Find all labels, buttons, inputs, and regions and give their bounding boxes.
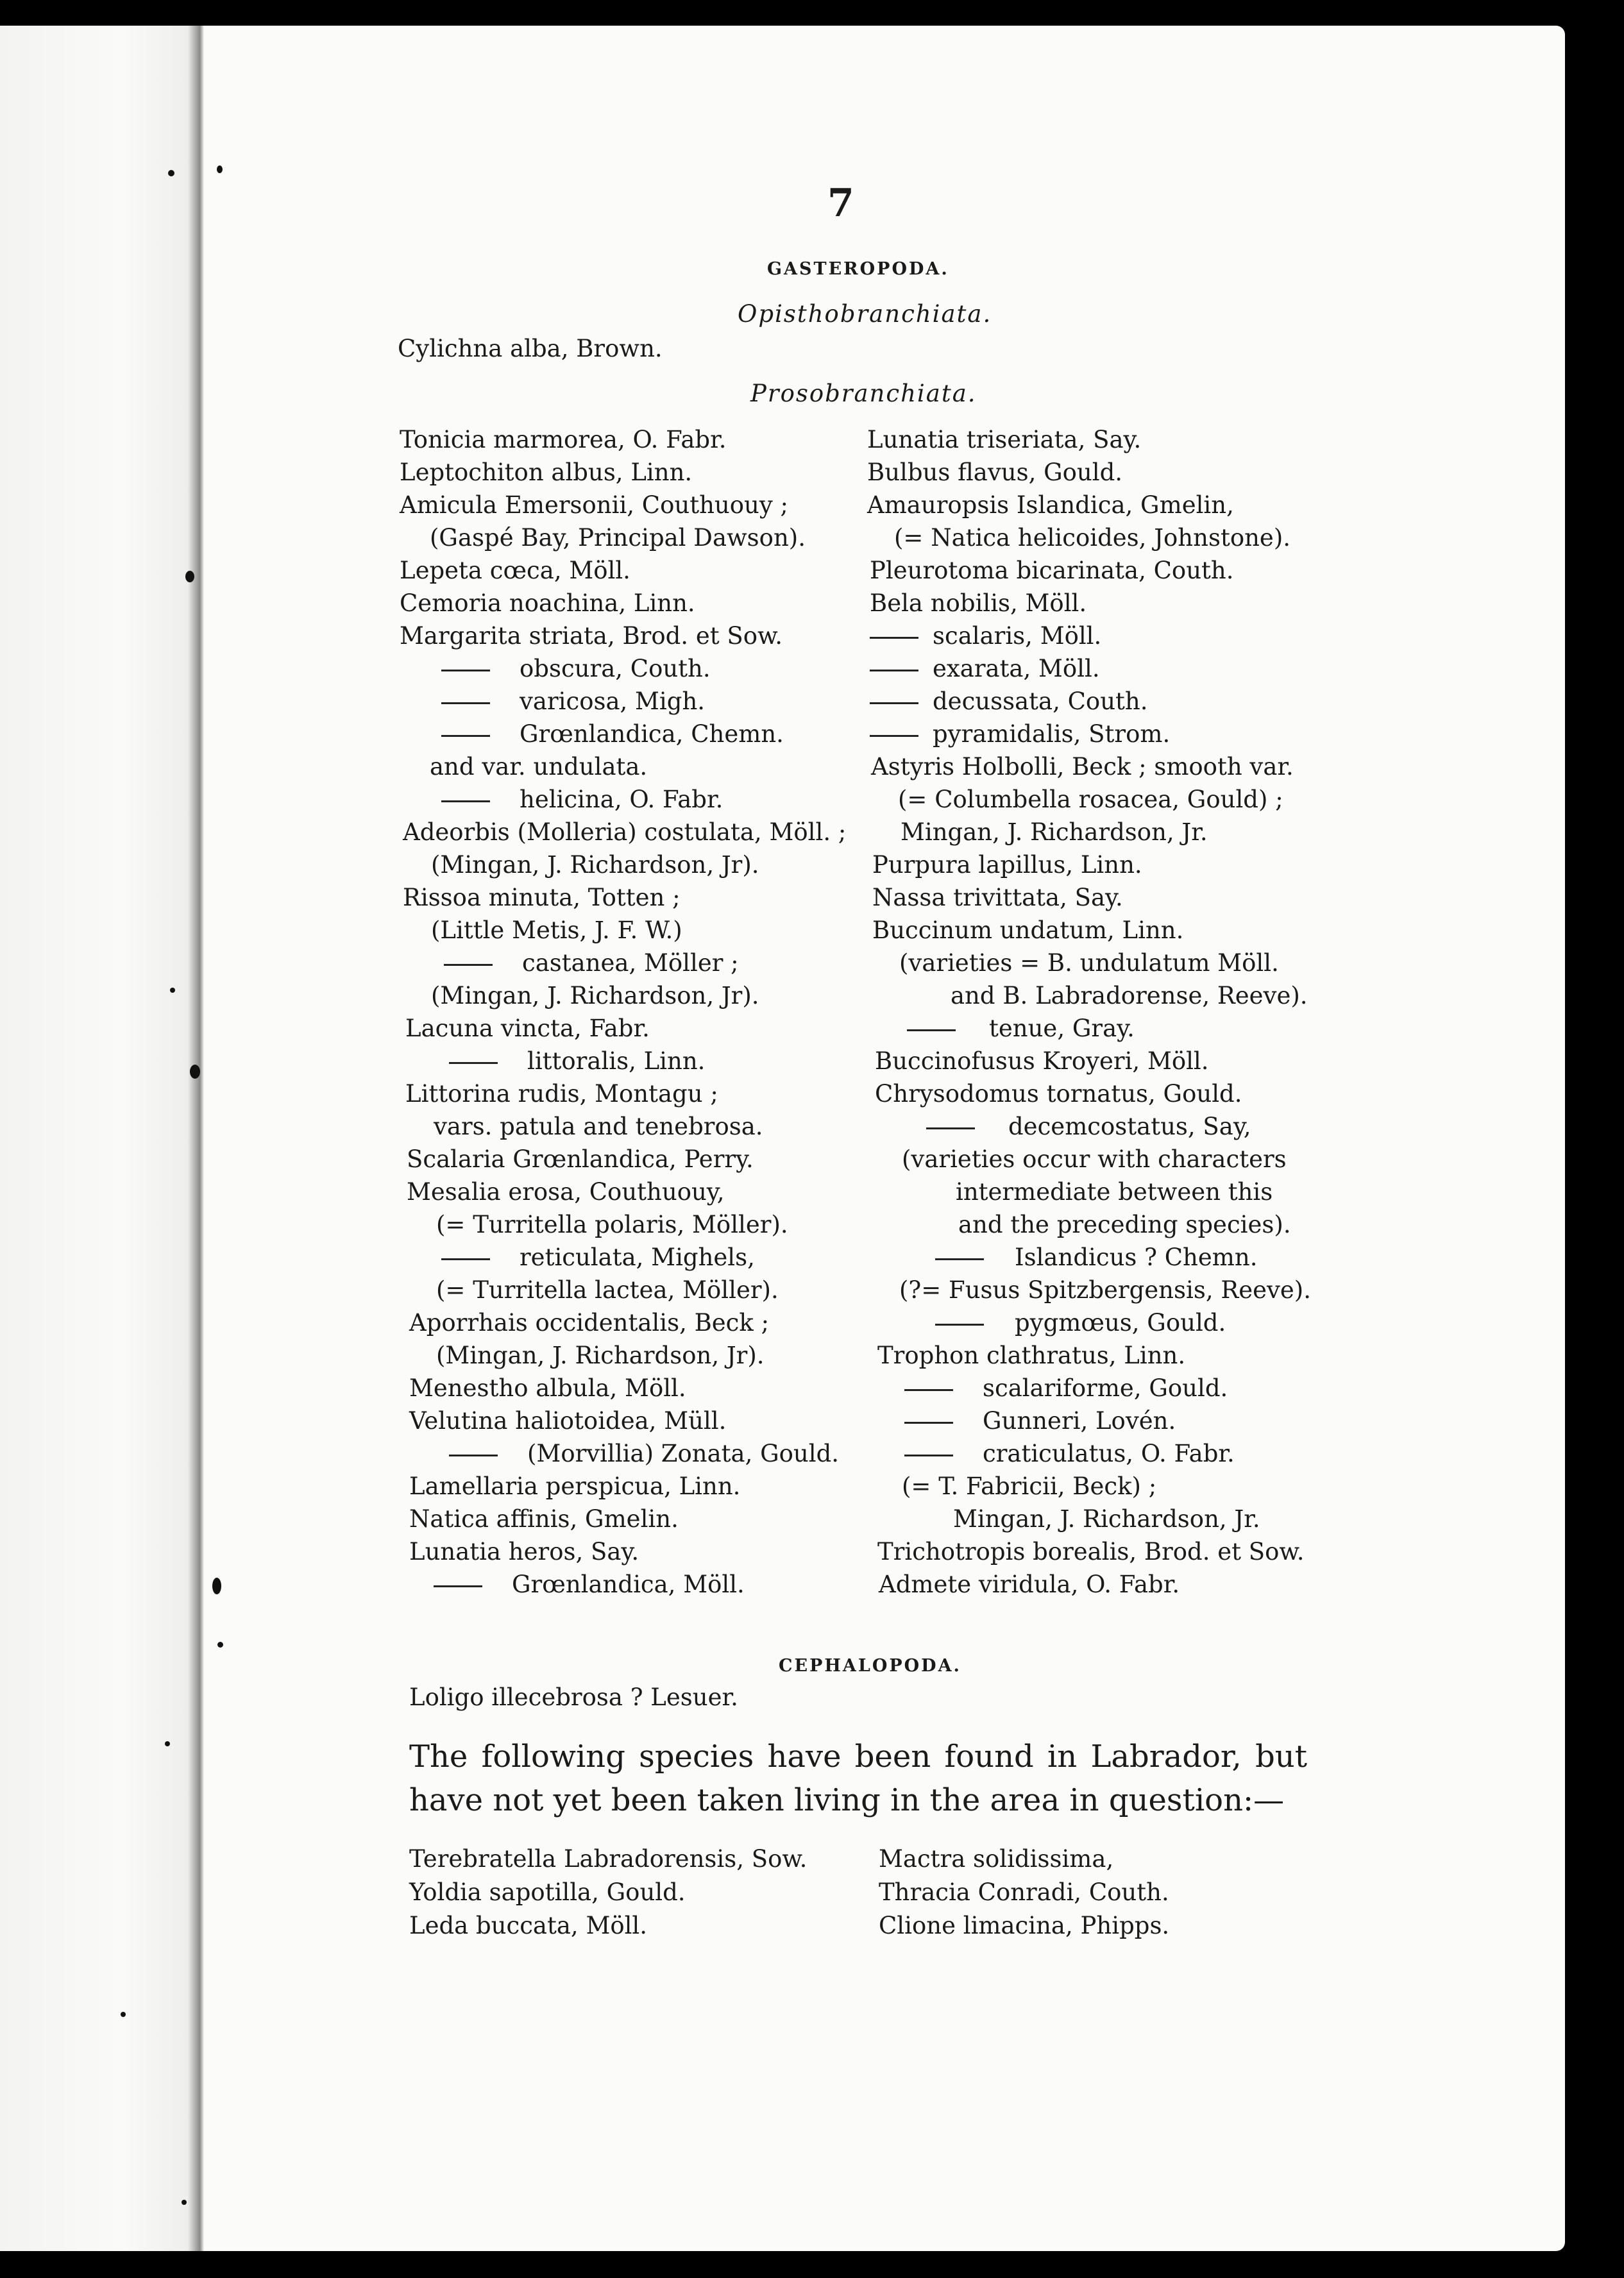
ditto-dash (441, 702, 490, 704)
ditto-dash (870, 735, 918, 737)
species-entry: Astyris Holbolli, Beck ; smooth var. (871, 753, 1294, 780)
ditto-dash (904, 1455, 953, 1456)
species-entry: Adeorbis (Molleria) costulata, Möll. ; (403, 818, 847, 846)
species-entry: (Mingan, J. Richardson, Jr). (436, 1342, 765, 1369)
ditto-dash (441, 670, 490, 671)
ditto-dash (926, 1127, 975, 1129)
binding-edge (0, 26, 204, 2251)
species-entry: (= Turritella polaris, Möller). (436, 1211, 788, 1238)
species-entry: Lepeta cœca, Möll. (400, 557, 630, 584)
species-entry: Loligo illecebrosa ? Lesuer. (409, 1683, 738, 1711)
species-entry: intermediate between this (956, 1178, 1273, 1206)
species-entry: varicosa, Migh. (441, 689, 705, 713)
subheading-opisthobranchiata: Opisthobranchiata. (738, 300, 992, 328)
species-entry: Mesalia erosa, Couthuouy, (407, 1178, 725, 1206)
species-entry: vars. patula and tenebrosa. (434, 1113, 763, 1140)
species-entry: Admete viridula, O. Fabr. (879, 1571, 1180, 1598)
species-entry: Rissoa minuta, Totten ; (403, 884, 681, 911)
species-entry: Islandicus ? Chemn. (935, 1245, 1257, 1269)
species-entry: Trichotropis borealis, Brod. et Sow. (877, 1538, 1305, 1565)
species-entry: Margarita striata, Brod. et Sow. (400, 622, 783, 650)
species-entry: Tonicia marmorea, O. Fabr. (400, 426, 727, 453)
species-entry: Lunatia triseriata, Say. (867, 426, 1142, 453)
species-entry: Trophon clathratus, Linn. (877, 1342, 1186, 1369)
species-entry: castanea, Möller ; (444, 951, 739, 975)
species-entry: Lamellaria perspicua, Linn. (409, 1472, 741, 1500)
species-entry: Mingan, J. Richardson, Jr. (953, 1505, 1260, 1533)
species-entry: Menestho albula, Möll. (409, 1374, 686, 1402)
species-entry: and B. Labradorense, Reeve). (951, 982, 1308, 1009)
species-entry: Terebratella Labradorensis, Sow. (409, 1845, 808, 1873)
species-entry: (= Columbella rosacea, Gould) ; (898, 786, 1283, 813)
species-entry: Natica affinis, Gmelin. (409, 1505, 679, 1533)
species-entry: obscura, Couth. (441, 657, 711, 680)
species-entry: (= Natica helicoides, Johnstone). (894, 524, 1291, 552)
ditto-dash (444, 964, 493, 966)
page-number: 7 (827, 181, 854, 226)
species-entry: Amauropsis Islandica, Gmelin, (867, 491, 1234, 519)
ditto-dash (904, 1389, 953, 1391)
species-entry: Scalaria Grœnlandica, Perry. (407, 1145, 754, 1173)
species-entry: Velutina haliotoidea, Müll. (409, 1407, 727, 1435)
ditto-dash (870, 670, 918, 671)
ditto-dash (441, 735, 490, 737)
species-entry: Littorina rudis, Montagu ; (405, 1080, 718, 1108)
species-entry: Leda buccata, Möll. (409, 1912, 648, 1939)
species-entry: Cemoria noachina, Linn. (400, 589, 695, 617)
section-heading-cephalopoda: CEPHALOPODA. (779, 1656, 961, 1676)
species-entry: Buccinum undatum, Linn. (872, 916, 1184, 944)
ditto-dash (434, 1585, 482, 1587)
ditto-dash (870, 702, 918, 704)
section-heading-gasteropoda: GASTEROPODA. (767, 259, 949, 279)
species-entry: Clione limacina, Phipps. (879, 1912, 1170, 1939)
species-entry: Grœnlandica, Möll. (434, 1573, 745, 1596)
species-entry: Mingan, J. Richardson, Jr. (901, 818, 1208, 846)
species-entry: Purpura lapillus, Linn. (872, 851, 1142, 879)
ditto-dash (441, 800, 490, 802)
ditto-dash (935, 1258, 984, 1260)
species-entry: Yoldia sapotilla, Gould. (409, 1878, 686, 1906)
species-entry: Bela nobilis, Möll. (870, 589, 1087, 617)
species-entry: (Morvillia) Zonata, Gould. (449, 1442, 839, 1465)
species-entry: pyramidalis, Strom. (870, 722, 1170, 746)
ditto-dash (449, 1062, 498, 1064)
species-entry: Lunatia heros, Say. (409, 1538, 639, 1565)
page (0, 26, 1565, 2251)
species-entry: littoralis, Linn. (449, 1049, 705, 1073)
labrador-paragraph: The following species have been found in Labrador, but have not yet been taken living in the area in question:— (409, 1739, 1307, 1818)
ditto-dash (935, 1324, 984, 1326)
ditto-dash (441, 1258, 490, 1260)
species-entry: (Mingan, J. Richardson, Jr). (431, 851, 759, 879)
species-entry: Aporrhais occidentalis, Beck ; (409, 1309, 770, 1337)
species-entry: (varieties = B. undulatum Möll. (899, 949, 1279, 977)
species-entry: Leptochiton albus, Linn. (400, 459, 693, 486)
species-entry: and the preceding species). (958, 1211, 1291, 1238)
species-entry: pygmœus, Gould. (935, 1311, 1226, 1335)
species-entry: Chrysodomus tornatus, Gould. (875, 1080, 1242, 1108)
species-entry: (?= Fusus Spitzbergensis, Reeve). (899, 1276, 1311, 1304)
species-entry: helicina, O. Fabr. (441, 788, 723, 811)
species-entry: Mactra solidissima, (879, 1845, 1114, 1873)
species-entry: Pleurotoma bicarinata, Couth. (870, 557, 1234, 584)
species-entry: tenue, Gray. (907, 1017, 1135, 1040)
species-entry: Cylichna alba, Brown. (398, 335, 663, 362)
species-entry: (= Turritella lactea, Möller). (436, 1276, 779, 1304)
species-entry: exarata, Möll. (870, 657, 1100, 680)
species-entry: (= T. Fabricii, Beck) ; (902, 1472, 1157, 1500)
ditto-dash (870, 637, 918, 639)
species-entry: (Mingan, J. Richardson, Jr). (431, 982, 759, 1009)
species-entry: Gunneri, Lovén. (904, 1409, 1176, 1433)
species-entry: Lacuna vincta, Fabr. (405, 1015, 650, 1042)
species-entry: scalariforme, Gould. (904, 1376, 1228, 1400)
species-entry: and var. undulata. (430, 753, 648, 780)
species-entry: decemcostatus, Say, (926, 1115, 1251, 1138)
species-entry: reticulata, Mighels, (441, 1245, 755, 1269)
species-entry: (Gaspé Bay, Principal Dawson). (430, 524, 806, 552)
species-entry: Bulbus flavus, Gould. (867, 459, 1123, 486)
species-entry: decussata, Couth. (870, 689, 1148, 713)
ditto-dash (907, 1029, 956, 1031)
species-entry: Thracia Conradi, Couth. (879, 1878, 1169, 1906)
species-entry: Buccinofusus Kroyeri, Möll. (875, 1047, 1209, 1075)
species-entry: Nassa trivittata, Say. (872, 884, 1123, 911)
species-entry: (varieties occur with characters (902, 1145, 1287, 1173)
subheading-prosobranchiata: Prosobranchiata. (750, 380, 977, 407)
species-entry: craticulatus, O. Fabr. (904, 1442, 1235, 1465)
species-entry: scalaris, Möll. (870, 624, 1101, 648)
ditto-dash (904, 1422, 953, 1424)
species-entry: (Little Metis, J. F. W.) (431, 916, 682, 944)
species-entry: Amicula Emersonii, Couthuouy ; (400, 491, 788, 519)
species-entry: Grœnlandica, Chemn. (441, 722, 784, 746)
ditto-dash (449, 1455, 498, 1456)
